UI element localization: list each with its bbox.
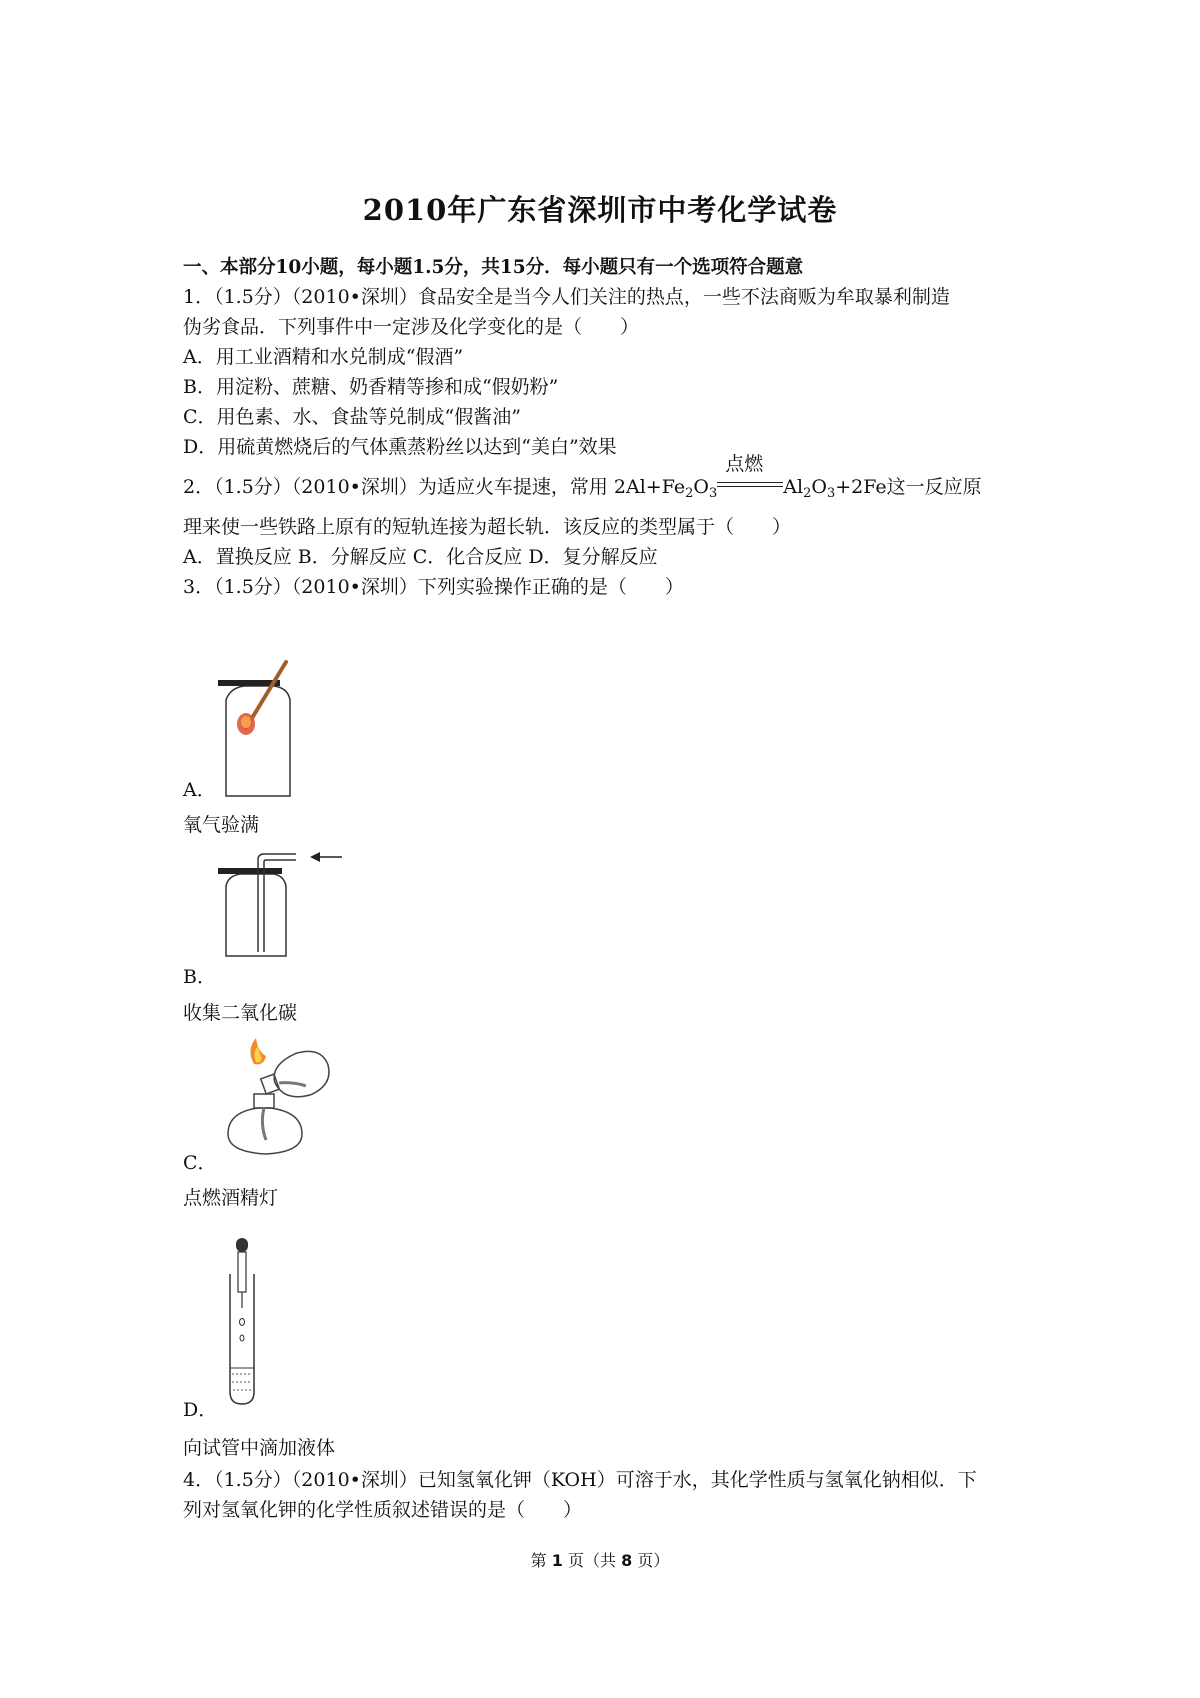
- eq-sub: 2: [803, 486, 812, 501]
- q1-option-b: B．用淀粉、蔗糖、奶香精等掺和成“假奶粉”: [183, 376, 559, 398]
- dropper-test-tube-figure: [218, 1236, 268, 1406]
- q1-option-d: D．用硫黄燃烧后的气体熏蒸粉丝以达到“美白”效果: [183, 436, 617, 458]
- q3-option-b-label: B．: [183, 966, 216, 988]
- eq-line-bottom: [717, 486, 783, 487]
- eq-sub: 2: [685, 486, 694, 501]
- q2-options: A．置换反应 B．分解反应 C．化合反应 D．复分解反应: [183, 546, 658, 568]
- q3-option-b-caption: 收集二氧化碳: [183, 1002, 298, 1024]
- page-title: 2010年广东省深圳市中考化学试卷: [362, 193, 838, 227]
- eq-oxygen: O: [811, 476, 827, 498]
- eq-reactant: 2Al+Fe: [613, 476, 686, 498]
- eq-line-top: [717, 482, 783, 483]
- q3-option-c-caption: 点燃酒精灯: [183, 1187, 279, 1209]
- q2-stem-prefix: 2．（1.5分）（2010•深圳）为适应火车提速，常用: [183, 476, 608, 498]
- q1-option-c: C．用色素、水、食盐等兑制成“假酱油”: [183, 406, 521, 428]
- q3-option-a-label: A．: [183, 779, 216, 801]
- q4-stem-line1: 4．（1.5分）（2010•深圳）已知氢氧化钾（KOH）可溶于水，其化学性质与氢氧化钠相似．下: [183, 1469, 977, 1491]
- section-heading: 一、本部分10小题，每小题1.5分，共15分．每小题只有一个选项符合题意: [183, 257, 804, 278]
- gas-collection-figure: [218, 848, 348, 958]
- q1-option-a: A．用工业酒精和水兑制成“假酒”: [183, 346, 464, 368]
- q2-stem-line1: [183, 453, 982, 509]
- reaction-condition: 点燃: [725, 453, 764, 475]
- eq-sub: 3: [708, 486, 718, 501]
- footer-prefix: 第: [530, 1551, 547, 1570]
- q2-stem-suffix: +2Fe这一反应原: [835, 476, 982, 498]
- q3-option-c-label: C．: [183, 1152, 217, 1174]
- oxygen-test-figure: [218, 660, 328, 800]
- footer-suffix: 页）: [637, 1551, 670, 1570]
- q2-stem-line2: 理来使一些铁路上原有的短轨连接为超长轨．该反应的类型属于（ ）: [183, 516, 792, 538]
- q1-stem-line2: 伪劣食品．下列事件中一定涉及化学变化的是（ ）: [183, 316, 640, 338]
- eq-oxygen: O: [693, 476, 709, 498]
- q1-stem-line1: 1．（1.5分）（2010•深圳）食品安全是当今人们关注的热点，一些不法商贩为牟取暴利制造: [183, 286, 950, 308]
- eq-sub: 3: [826, 486, 836, 501]
- page-footer: [0, 1548, 1200, 1571]
- q3-option-d-caption: 向试管中滴加液体: [183, 1437, 336, 1459]
- equation: [613, 453, 982, 501]
- q4-stem-line2: 列对氢氧化钾的化学性质叙述错误的是（ ）: [183, 1499, 583, 1521]
- eq-product: Al: [783, 476, 804, 498]
- footer-mid: 页（共: [567, 1551, 616, 1570]
- reaction-arrow: [717, 453, 783, 493]
- q3-option-a-caption: 氧气验满: [183, 814, 260, 836]
- q3-stem: 3．（1.5分）（2010•深圳）下列实验操作正确的是（ ）: [183, 576, 684, 598]
- page-total: 8: [621, 1551, 633, 1570]
- alcohol-lamp-figure: [218, 1036, 348, 1166]
- page-number: 1: [551, 1551, 563, 1570]
- q3-option-d-label: D．: [183, 1399, 218, 1421]
